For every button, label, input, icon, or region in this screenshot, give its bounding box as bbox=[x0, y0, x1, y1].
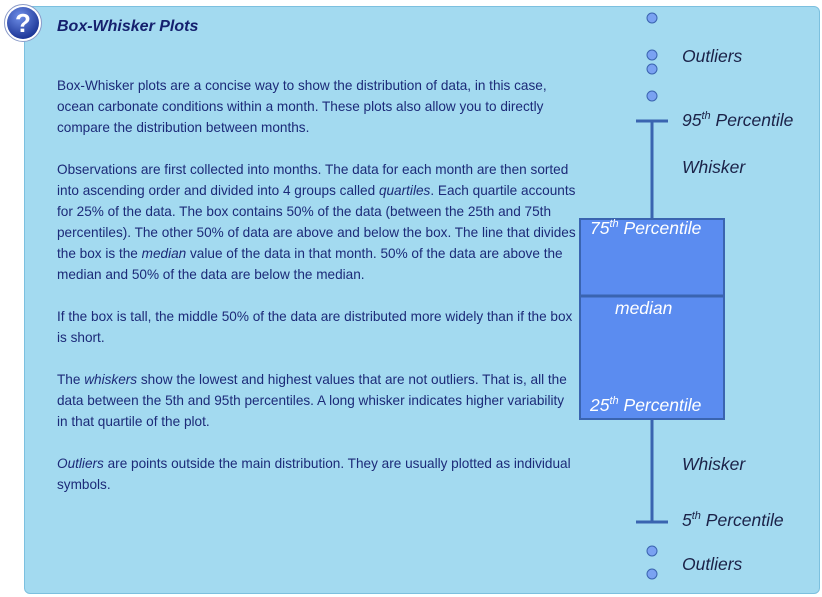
paragraph-whiskers: The whiskers show the lowest and highest values that are not outliers. That is, all the data between the 5th and 95th percentiles. A long whisker indicates higher variability in that quartile of the plot. bbox=[57, 372, 567, 429]
diagram-graphic bbox=[560, 0, 822, 597]
label-outliers-bottom: Outliers bbox=[682, 554, 743, 574]
paragraph-intro: Box-Whisker plots are a concise way to show the distribution of data, in this case, ocean carbonate conditions within a month. These plots also allow you to directly compare the distribution between months. bbox=[57, 78, 547, 135]
label-whisker-top: Whisker bbox=[682, 157, 746, 177]
label-75th-percentile: 75th Percentile bbox=[590, 218, 702, 238]
description-text bbox=[57, 75, 577, 516]
outlier-point bbox=[647, 569, 657, 579]
box-whisker-diagram bbox=[560, 0, 822, 597]
label-whisker-bottom: Whisker bbox=[682, 454, 746, 474]
label-median: median bbox=[615, 298, 673, 318]
outlier-point bbox=[647, 13, 657, 23]
label-25th-percentile: 25th Percentile bbox=[590, 395, 702, 415]
page-title: Box-Whisker Plots bbox=[57, 18, 199, 35]
outlier-point bbox=[647, 546, 657, 556]
paragraph-outliers: Outliers are points outside the main distribution. They are usually plotted as individual symbols. bbox=[57, 456, 571, 492]
svg-text:?: ? bbox=[15, 8, 31, 38]
paragraph-box-height: If the box is tall, the middle 50% of the data are distributed more widely than if the box is short. bbox=[57, 309, 573, 345]
label-5th-percentile: 5th Percentile bbox=[682, 510, 784, 530]
label-outliers-top: Outliers bbox=[682, 46, 743, 66]
paragraph-quartiles: Observations are first collected into months. The data for each month are then sorted into ascending order and divided into 4 groups called quartiles. Each quartile accounts for 25% of the data. The box contains 50% of the data (between the 25th and 75th percentiles). The other 50% of data are above and below the box. The line that divides the box is the median value of the data in that month. 50% of the data are above the median and 50% of the data are below the median. bbox=[57, 162, 576, 282]
outlier-point bbox=[647, 91, 657, 101]
outlier-point bbox=[647, 50, 657, 60]
question-mark-circle-icon[interactable] bbox=[3, 3, 43, 43]
outlier-point bbox=[647, 64, 657, 74]
label-95th-percentile: 95th Percentile bbox=[682, 110, 794, 130]
